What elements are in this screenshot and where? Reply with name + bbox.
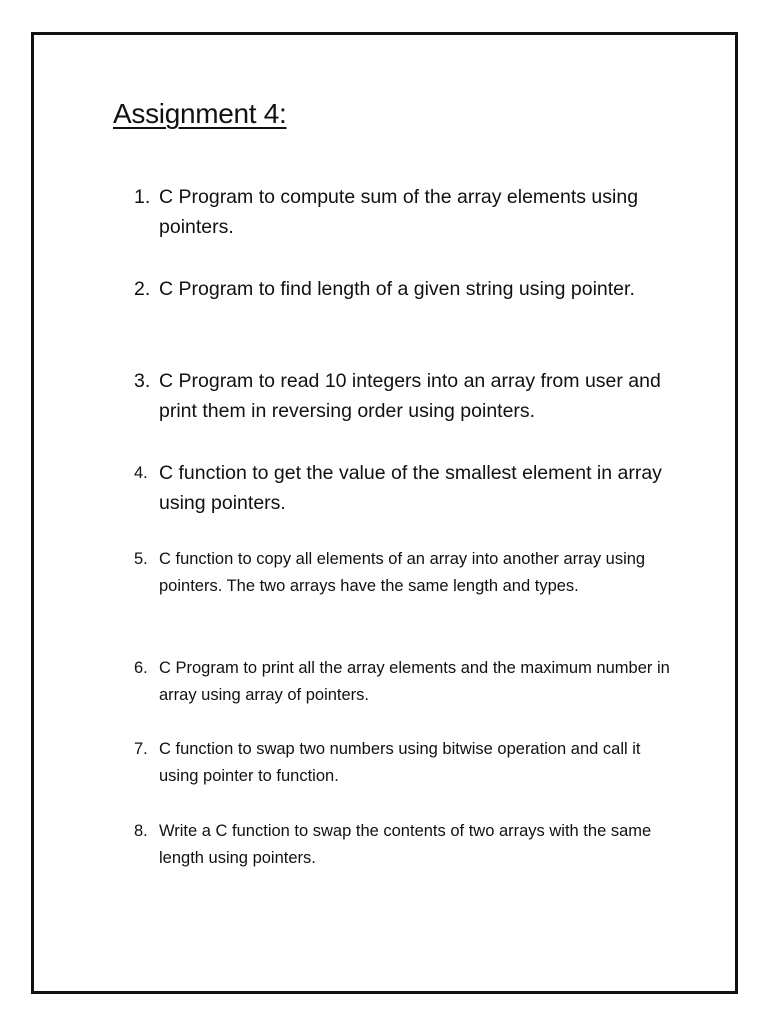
list-item-6 — [134, 655, 674, 709]
list-item-text: C Program to compute sum of the array elements using pointers. — [159, 186, 639, 238]
list-item-5 — [134, 546, 674, 600]
list-item-text: C function to swap two numbers using bitwise operation and call it using pointer to function. — [159, 740, 641, 785]
list-item-text: C Program to print all the array elements and the maximum number in array using array of pointers. — [159, 659, 670, 704]
list-item-number: 4. — [134, 464, 148, 482]
list-item-text: C Program to find length of a given string using pointer. — [159, 278, 635, 300]
list-item-text: C function to copy all elements of an array into another array using pointers. The two arrays have the same length and types. — [159, 550, 646, 595]
list-item-4 — [134, 458, 674, 518]
list-item-2 — [134, 274, 674, 304]
list-item-text: C function to get the value of the smallest element in array using pointers. — [159, 462, 662, 514]
list-item-number: 3. — [134, 370, 151, 392]
list-item-number: 1. — [134, 186, 151, 208]
list-item-number: 6. — [134, 659, 148, 677]
list-item-text: C Program to read 10 integers into an array from user and print them in reversing order using pointers. — [159, 370, 661, 422]
list-item-1 — [134, 182, 674, 242]
list-item-8 — [134, 818, 674, 872]
list-item-number: 5. — [134, 550, 148, 568]
list-item-number: 7. — [134, 740, 148, 758]
list-item-text: Write a C function to swap the contents of two arrays with the same length using pointers. — [159, 822, 652, 867]
list-item-3 — [134, 366, 674, 426]
page-title: Assignment 4: — [113, 98, 287, 129]
list-item-number: 8. — [134, 822, 148, 840]
list-item-number: 2. — [134, 278, 151, 300]
list-item-7 — [134, 736, 674, 790]
